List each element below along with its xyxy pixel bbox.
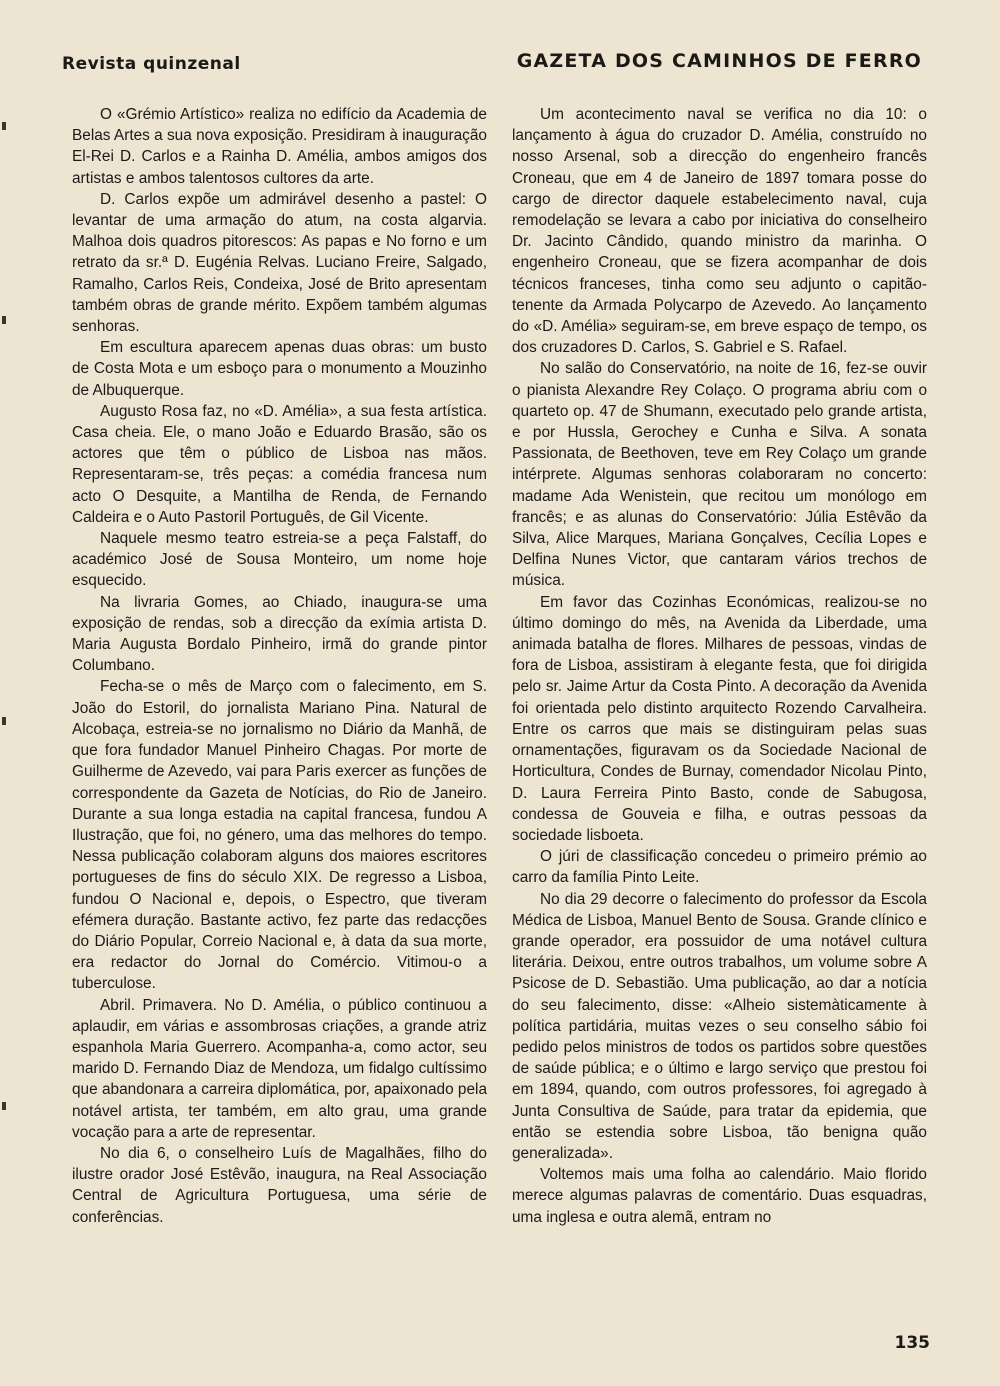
- left-text-column: [72, 104, 487, 1228]
- binding-mark: [2, 122, 6, 130]
- binding-mark: [2, 717, 6, 725]
- page-number: 135: [894, 1333, 930, 1353]
- running-header-right: GAZETA DOS CAMINHOS DE FERRO: [516, 50, 922, 72]
- paragraph: O «Grémio Artístico» realiza no edifício da Academia de Belas Artes a sua nova exposição. Presidiram à inauguração El-Rei D. Carlos e a Rainha D. Amélia, ambos amigos dos artistas e ambos talentosos cultores da arte.: [72, 106, 487, 187]
- paragraph: O júri de classificação concedeu o primeiro prémio ao carro da família Pinto Leite.: [512, 848, 927, 887]
- paragraph: Em favor das Cozinhas Económicas, realizou-se no último domingo do mês, na Avenida da Liberdade, uma animada batalha de flores. Milhares de pessoas, vindas de fora de Lisboa, assistiram à elegante festa, que foi dirigida pelo sr. Jaime Artur da Costa Pinto. A decoração da Avenida foi orientada pelo distinto arquitecto Rozendo Carvalheira. Entre os carros que mais se distinguiram pelas suas ornamentações, figuravam os da Sociedade Nacional de Horticultura, Condes de Burnay, comendador Nicolau Pinto, D. Laura Ferreira Pinto Basto, conde de Sabugosa, condessa de Gouveia e filha, e outras pessoas da sociedade lisboeta.: [512, 593, 927, 844]
- paragraph: No dia 29 decorre o falecimento do professor da Escola Médica de Lisboa, Manuel Bento de Sousa. Grande clínico e grande operador, era possuidor de uma notável cultura literária. Deixou, entre outros trabalhos, um volume sobre A Psicose de D. Sebastião. Uma publicação, ao dar a notícia do seu falecimento, disse: «Alheio sistemàticamente à política partidária, muitas vezes o seu conselho sábio foi pedido pelos ministros de todos os partidos sobre questões de saúde pública; e o último e largo serviço que prestou foi em 1894, quando, com outros professores, foi agregado à Junta Consultiva de Saúde, para tratar da epidemia, que então se estendia sobre Lisboa, tão benigna quão generalizada».: [512, 890, 927, 1162]
- paragraph: No salão do Conservatório, na noite de 16, fez-se ouvir o pianista Alexandre Rey Colaço. O programa abriu com o quarteto op. 47 de Shumann, executado pelo grande artista, e por Hussla, Gerochey e Cunha e Silva. A sonata Passionata, de Beethoven, teve em Rey Colaço um grande intérprete. Algumas senhoras colaboraram no concerto: madame Ada Wenistein, que recitou um monólogo em francês; e as alunas do Conservatório: Júlia Estêvão da Silva, Alice Marques, Mariana Gonçalves, Cecília Lopes e Delfina Nunes Victor, que cantaram vários trechos de música.: [512, 360, 927, 590]
- paragraph: Naquele mesmo teatro estreia-se a peça Falstaff, do académico José de Sousa Monteiro, um nome hoje esquecido.: [72, 530, 487, 590]
- paragraph: No dia 6, o conselheiro Luís de Magalhães, filho do ilustre orador José Estêvão, inaugura, na Real Associação Central de Agricultura Portuguesa, uma série de conferências.: [72, 1144, 487, 1226]
- right-text-column: [512, 104, 927, 1228]
- paragraph: Um acontecimento naval se verifica no dia 10: o lançamento à água do cruzador D. Amélia, construído no nosso Arsenal, sob a direcção do engenheiro francês Croneau, que em 4 de Janeiro de 1897 tomara posse do cargo de director daquele estabelecimento naval, cuja remodelação se levara a cabo por iniciativa do conselheiro Dr. Jacinto Cândido, quando ministro da marinha. O engenheiro Croneau, que se fizera acompanhar de dois técnicos franceses, tinha como seu adjunto o capitão-tenente da Armada Polycarpo de Azevedo. Ao lançamento do «D. Amélia» seguiram-se, em breve espaço de tempo, os dos cruzadores D. Carlos, S. Gabriel e S. Rafael.: [512, 106, 927, 357]
- paragraph: Em escultura aparecem apenas duas obras: um busto de Costa Mota e um esboço para o monumento a Mouzinho de Albuquerque.: [72, 339, 487, 399]
- binding-mark: [2, 316, 6, 324]
- paragraph: Fecha-se o mês de Março com o falecimento, em S. João do Estoril, do jornalista Mariano Pina. Natural de Alcobaça, estreia-se no jornalismo no Diário da Manhã, de que fora fundador Manuel Pinheiro Chagas. Por morte de Guilherme de Azevedo, vai para Paris exercer as funções de correspondente da Gazeta de Notícias, do Rio de Janeiro. Durante a sua longa estadia na capital francesa, fundou A Ilustração, que foi, no género, uma das melhores do tempo. Nessa publicação colaboram alguns dos maiores escritores portugueses de fins do século XIX. De regresso a Lisboa, fundou O Nacional e, depois, o Espectro, que tiveram efémera duração. Bastante activo, fez parte das redacções do Diário Popular, Correio Nacional e, à data da sua morte, era redactor do Jornal do Comércio. Vitimou-o a tuberculose.: [72, 678, 487, 993]
- paragraph: Voltemos mais uma folha ao calendário. Maio florido merece algumas palavras de comentário. Duas esquadras, uma inglesa e outra alemã, entram no: [512, 1166, 927, 1226]
- paragraph: D. Carlos expõe um admirável desenho a pastel: O levantar de uma armação do atum, na costa algarvia. Malhoa dois quadros pitorescos: As papas e No forno e um retrato da sr.ª D. Eugénia Relvas. Luciano Freire, Salgado, Ramalho, Carlos Reis, Condeixa, José de Brito apresentam também obras de grande mérito. Expõem também algumas senhoras.: [72, 190, 487, 336]
- paragraph: Na livraria Gomes, ao Chiado, inaugura-se uma exposição de rendas, sob a direcção da exímia artista D. Maria Augusta Bordalo Pinheiro, irmã do grande pintor Columbano.: [72, 593, 487, 675]
- binding-mark: [2, 1102, 6, 1110]
- running-header-left: Revista quinzenal: [62, 54, 241, 74]
- paragraph: Augusto Rosa faz, no «D. Amélia», a sua festa artística. Casa cheia. Ele, o mano João e Eduardo Brasão, são os actores que têm o público de Lisboa nas mãos. Representaram-se, três peças: a comédia francesa num acto O Desquite, a Mantilha de Renda, de Fernando Caldeira e o Auto Pastoril Português, de Gil Vicente.: [72, 402, 487, 526]
- paragraph: Abril. Primavera. No D. Amélia, o público continuou a aplaudir, em várias e assombrosas criações, a grande atriz espanhola Maria Guerrero. Acompanha-a, como actor, seu marido D. Fernando Diaz de Mendoza, um fidalgo cultíssimo que abandonara a carreira diplomática, por, apaixonado pela notável artista, ter também, em alto grau, uma grande vocação para a arte de representar.: [72, 996, 487, 1141]
